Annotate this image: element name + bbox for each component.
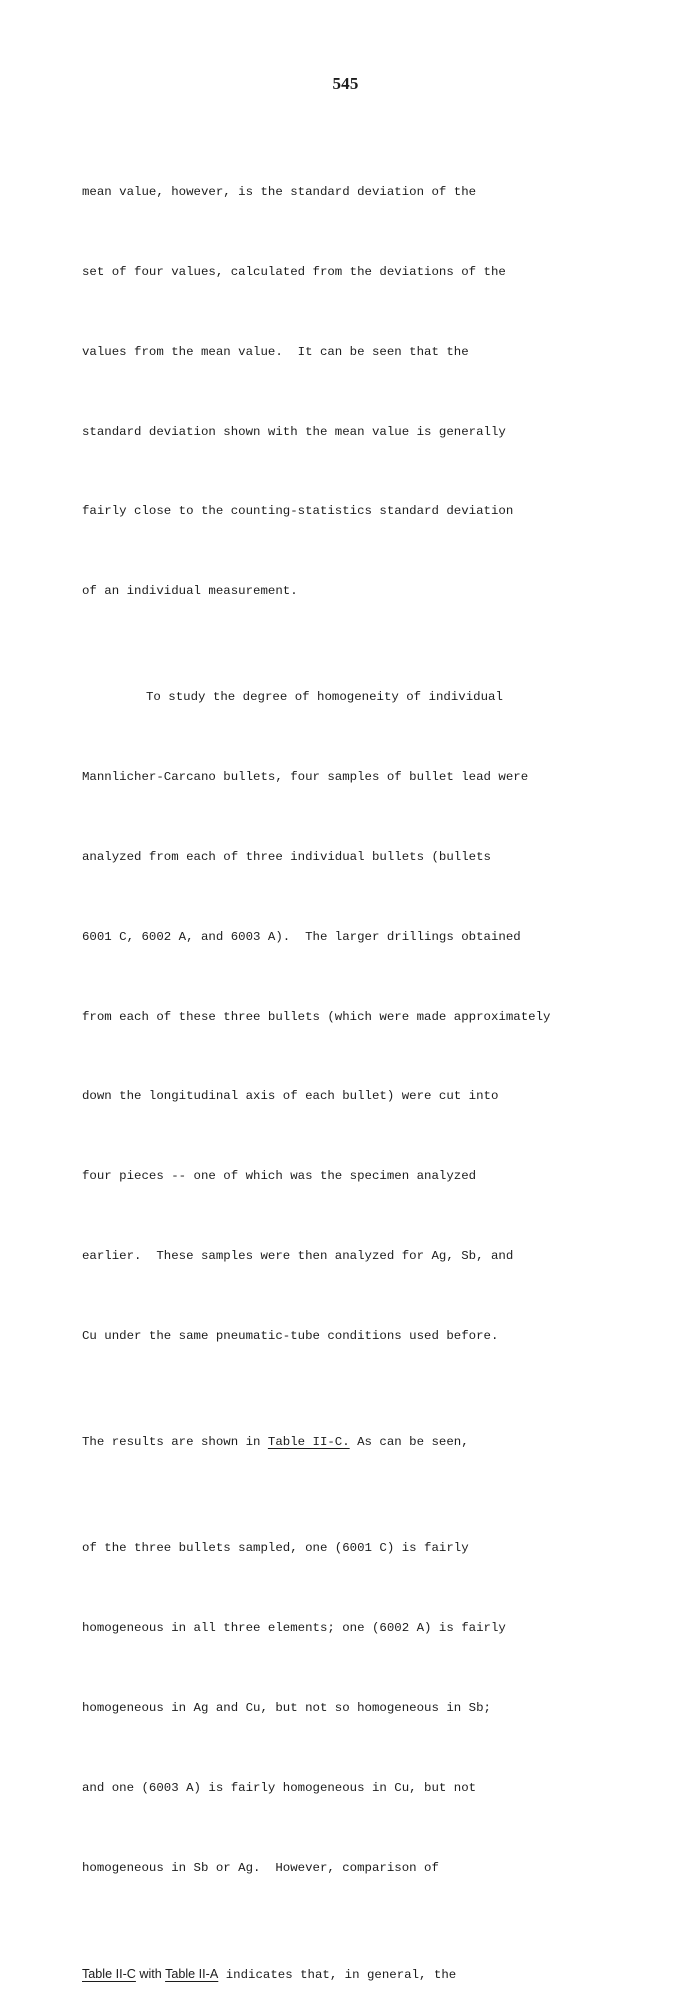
text-line: 6001 C, 6002 A, and 6003 A). The larger drillings obtained bbox=[82, 929, 521, 944]
text-line: down the longitudinal axis of each bullet) were cut into bbox=[82, 1089, 499, 1104]
text-line: homogeneous in all three elements; one (6002 A) is fairly bbox=[82, 1621, 506, 1636]
table-ii-c-reference: Table II-C bbox=[82, 1966, 136, 1981]
results-text-before: The results are shown in bbox=[82, 1435, 268, 1450]
text-line: Mannlicher-Carcano bullets, four samples of bullet lead were bbox=[82, 770, 529, 785]
text-line: fairly close to the counting-statistics standard deviation bbox=[82, 504, 514, 519]
page-number: 545 bbox=[332, 74, 359, 93]
text-line: earlier. These samples were then analyzed for Ag, Sb, and bbox=[82, 1248, 514, 1263]
document-body bbox=[82, 126, 682, 2014]
text-line: from each of these three bullets (which were made approximately bbox=[82, 1009, 551, 1024]
text-line: of the three bullets sampled, one (6001 C) is fairly bbox=[82, 1541, 469, 1556]
text-line: mean value, however, is the standard deviation of the bbox=[82, 185, 477, 200]
text-line: and one (6003 A) is fairly homogeneous in Cu, but not bbox=[82, 1780, 477, 1795]
text-line: homogeneous in Ag and Cu, but not so homogeneous in Sb; bbox=[82, 1701, 491, 1716]
paragraph-start-line: To study the degree of homogeneity of individual bbox=[146, 690, 503, 705]
last-line-mid: with bbox=[135, 1966, 166, 1981]
text-line: Cu under the same pneumatic-tube conditions used before. bbox=[82, 1328, 499, 1343]
results-line bbox=[82, 1429, 682, 1456]
text-line: standard deviation shown with the mean value is generally bbox=[82, 424, 506, 439]
results-text-after: As can be seen, bbox=[349, 1435, 469, 1450]
text-line: analyzed from each of three individual bullets (bullets bbox=[82, 850, 491, 865]
last-line bbox=[82, 1961, 682, 1988]
table-ii-c-reference: Table II-C. bbox=[267, 1435, 350, 1450]
text-line: of an individual measurement. bbox=[82, 584, 298, 599]
table-ii-a-reference: Table II-A bbox=[165, 1966, 219, 1981]
text-line: values from the mean value. It can be seen that the bbox=[82, 344, 469, 359]
text-line: four pieces -- one of which was the specimen analyzed bbox=[82, 1169, 477, 1184]
text-line: set of four values, calculated from the deviations of the bbox=[82, 264, 506, 279]
text-line: homogeneous in Sb or Ag. However, comparison of bbox=[82, 1860, 439, 1875]
last-line-after: indicates that, in general, the bbox=[218, 1967, 457, 1982]
